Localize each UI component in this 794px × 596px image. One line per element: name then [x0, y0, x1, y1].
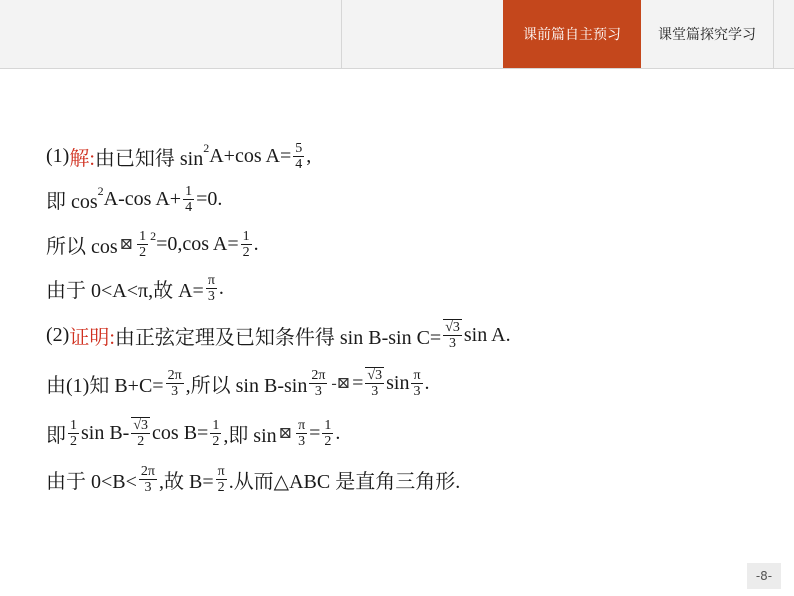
- fraction: [139, 464, 157, 495]
- denominator: 3: [171, 383, 179, 399]
- math-text: sin: [386, 371, 410, 394]
- placeholder-box-icon: ⊠: [119, 236, 134, 253]
- math-text: .: [424, 371, 430, 394]
- fraction: [183, 184, 194, 215]
- math-text: cos B=: [152, 421, 209, 444]
- math-text: sin A.: [463, 323, 511, 346]
- math-text: ,故 B=: [158, 470, 214, 493]
- numerator: 1: [185, 183, 193, 199]
- placeholder-box-icon: -⊠: [331, 375, 351, 392]
- math-text: =0.: [196, 187, 223, 210]
- fraction: [210, 418, 221, 449]
- math-text: =: [309, 421, 321, 444]
- math-text: 由于 0<A<π,故 A=: [46, 279, 204, 302]
- placeholder-box-icon: ⊠: [278, 425, 293, 442]
- denominator: 3: [207, 288, 215, 304]
- denominator: 3: [144, 479, 152, 495]
- solution-line-2: [46, 184, 222, 214]
- solution-keyword: 解:: [69, 147, 95, 170]
- fraction: [309, 368, 327, 399]
- tab-explore[interactable]: 课堂篇探究学习: [658, 27, 756, 43]
- denominator: 2: [139, 244, 147, 260]
- divider: [773, 0, 774, 68]
- denominator: 2: [242, 244, 250, 260]
- exponent: 2: [203, 140, 210, 155]
- numerator: √3: [367, 368, 383, 383]
- math-text: 即: [46, 424, 66, 447]
- exponent: 2: [97, 183, 104, 198]
- numerator: π: [298, 417, 306, 433]
- fraction: [365, 367, 384, 399]
- exponent: 2: [150, 228, 157, 243]
- solution-line-7: [46, 418, 340, 448]
- proof-keyword: 证明:: [69, 326, 115, 349]
- denominator: 2: [70, 433, 77, 449]
- math-text: =: [352, 371, 364, 394]
- numerator: √3: [445, 320, 460, 335]
- solution-line-1: [46, 141, 311, 171]
- numerator: 2π: [311, 367, 326, 383]
- math-text: 由(1)知 B+C=: [46, 374, 164, 397]
- solution-line-4: [46, 273, 224, 303]
- math-text: sin B-: [81, 421, 130, 444]
- math-text: =0,cos A=: [156, 232, 239, 255]
- math-text: 即 cos: [46, 190, 98, 213]
- numerator: 1: [212, 417, 220, 433]
- numerator: 1: [324, 417, 332, 433]
- math-text: ,所以 sin B-sin: [185, 374, 308, 397]
- fraction: [296, 418, 307, 449]
- top-navigation-bar: [0, 0, 794, 69]
- denominator: 4: [185, 199, 193, 215]
- fraction: [443, 319, 462, 351]
- fraction: [166, 368, 184, 399]
- math-text: 由正弦定理及已知条件得 sin B-sin C=: [114, 326, 442, 349]
- numerator: 5: [295, 140, 303, 156]
- math-text: ,: [306, 144, 312, 167]
- math-text: A-cos A+: [103, 187, 182, 210]
- math-text: A+cos A=: [209, 144, 292, 167]
- fraction: [216, 464, 227, 495]
- fraction: [68, 418, 79, 449]
- fraction: [241, 229, 252, 260]
- math-text: .: [218, 276, 224, 299]
- fraction: [131, 417, 150, 449]
- solution-line-5: [46, 320, 511, 350]
- denominator: 3: [449, 336, 457, 351]
- numerator: 1: [70, 417, 77, 433]
- math-text: .: [253, 232, 259, 255]
- numerator: 1: [139, 228, 147, 244]
- denominator: 2: [324, 433, 332, 449]
- numerator: 1: [242, 228, 250, 244]
- numerator: π: [413, 367, 421, 383]
- denominator: 2: [137, 434, 145, 449]
- part-label: (1): [46, 144, 70, 167]
- divider: [341, 0, 342, 68]
- denominator: 2: [212, 433, 220, 449]
- numerator: π: [207, 272, 215, 288]
- solution-line-8: [46, 464, 460, 494]
- math-text: ,即 sin: [223, 424, 277, 447]
- solution-line-6: [46, 368, 430, 398]
- denominator: 3: [413, 383, 421, 399]
- denominator: 2: [217, 479, 225, 495]
- solution-line-3: [46, 229, 259, 259]
- part-label: (2): [46, 323, 70, 346]
- math-text: 所以 cos: [46, 235, 118, 258]
- denominator: 3: [314, 383, 322, 399]
- denominator: 4: [295, 156, 303, 172]
- fraction: [411, 368, 422, 399]
- fraction: [137, 229, 148, 260]
- numerator: 2π: [140, 463, 155, 479]
- math-text: 由已知得 sin: [94, 147, 204, 170]
- fraction: [293, 141, 304, 172]
- numerator: 2π: [167, 367, 182, 383]
- tab-preview[interactable]: 课前篇自主预习: [503, 0, 641, 68]
- denominator: 3: [371, 384, 379, 399]
- denominator: 3: [298, 433, 306, 449]
- numerator: π: [217, 463, 225, 479]
- fraction: [206, 273, 217, 304]
- numerator: √3: [133, 418, 149, 433]
- page-number: -8-: [747, 563, 781, 589]
- fraction: [322, 418, 333, 449]
- math-text: .从而△ABC 是直角三角形.: [228, 470, 461, 493]
- math-text: .: [335, 421, 341, 444]
- math-text: 由于 0<B<: [46, 470, 137, 493]
